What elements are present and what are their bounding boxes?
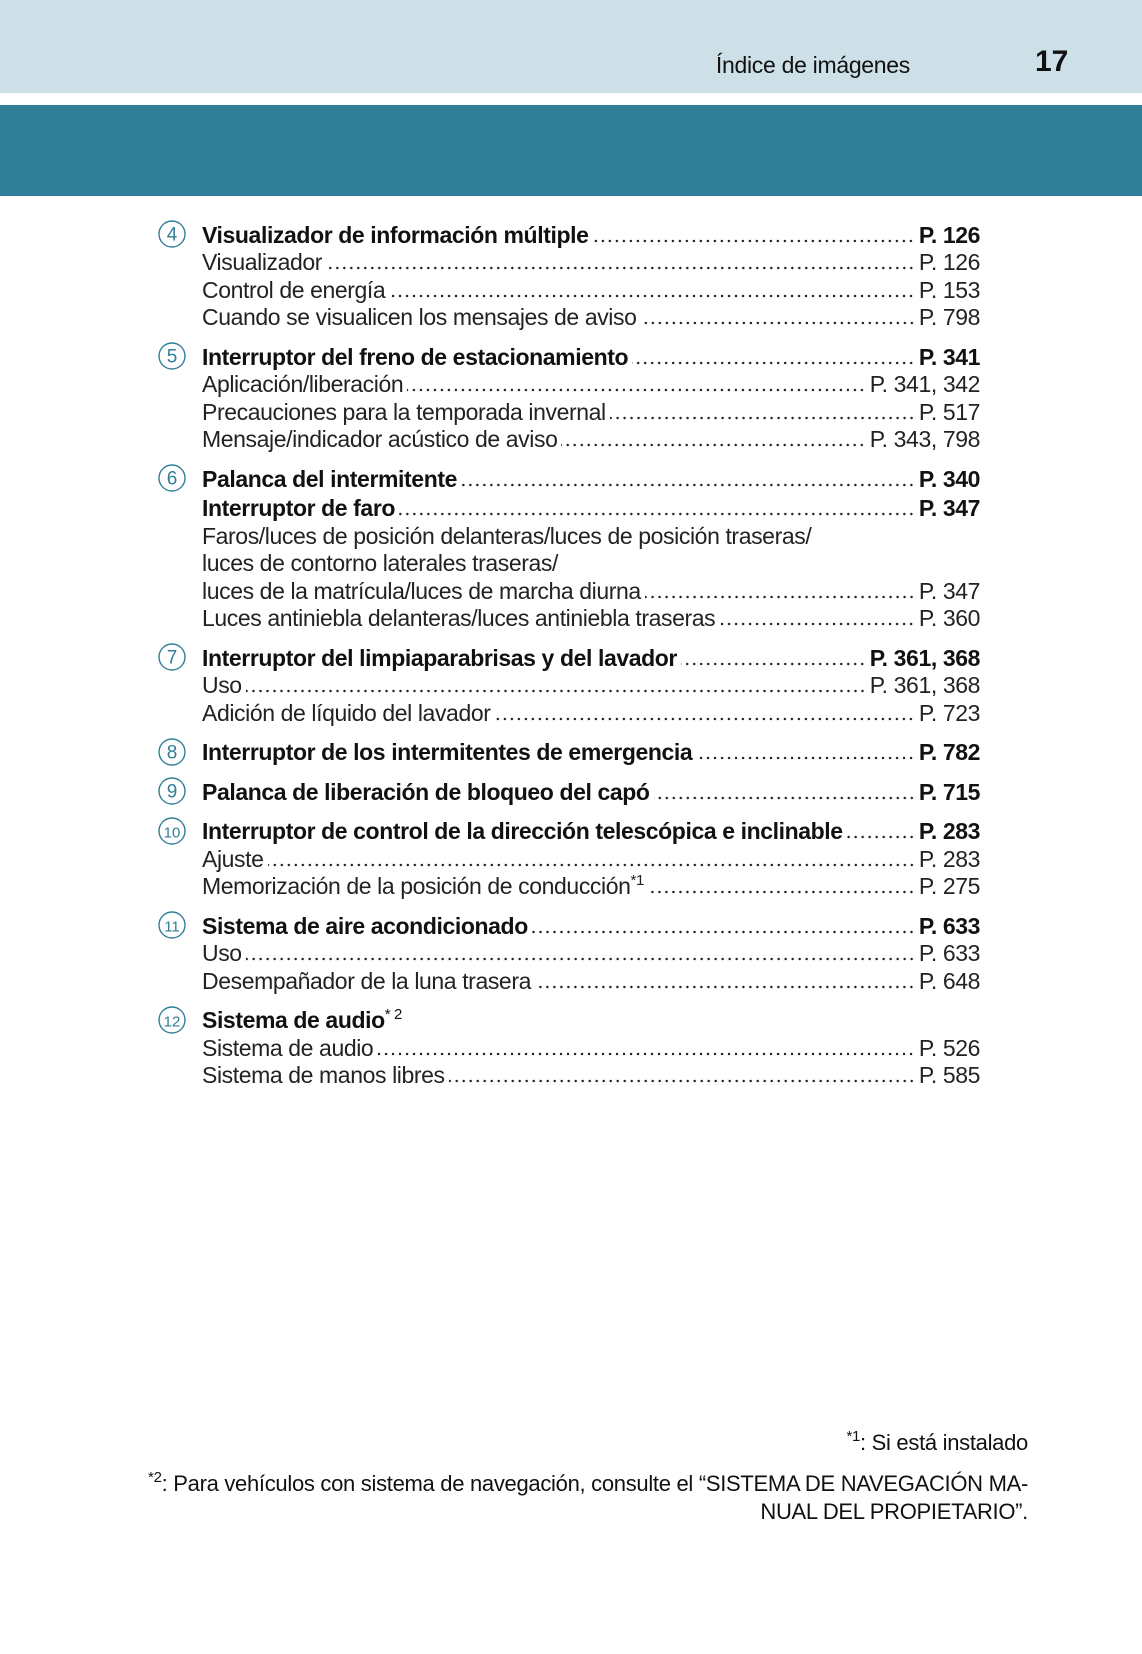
section-title: Índice de imágenes (715, 52, 910, 78)
page-ref[interactable]: P. 275 (918, 873, 980, 899)
entry-label: luces de la matrícula/luces de marcha diurna (202, 577, 641, 604)
page-ref[interactable]: P. 347 (918, 495, 980, 521)
svg-text:8: 8 (166, 742, 178, 763)
index-group (150, 642, 980, 727)
dot-leader (532, 929, 915, 935)
index-group (150, 219, 980, 331)
dot-leader (719, 621, 915, 627)
svg-text:5: 5 (166, 346, 178, 368)
entry-label: Luces antiniebla delanteras/luces antiniebla traseras (202, 605, 716, 631)
dot-leader (461, 482, 915, 488)
page-ref[interactable]: P. 526 (918, 1034, 980, 1061)
circled-number-icon (157, 219, 187, 249)
svg-text:4: 4 (166, 224, 178, 246)
entry-label: Sistema de manos libres (202, 1062, 445, 1088)
page-ref[interactable]: P. 153 (918, 276, 980, 303)
dot-leader (246, 688, 866, 694)
index-subentry[interactable] (202, 940, 980, 968)
dot-leader (681, 661, 866, 667)
entry-label: Mensaje/indicador acústico de aviso (202, 426, 558, 452)
page-ref[interactable]: P. 283 (918, 845, 980, 872)
image-index-list (150, 219, 980, 1099)
footnote-1 (846, 1428, 1028, 1456)
dot-leader (389, 293, 915, 299)
index-group (150, 341, 980, 453)
index-entry[interactable] (202, 910, 980, 940)
dot-leader (632, 360, 915, 366)
page-ref[interactable]: P. 126 (918, 249, 980, 275)
entry-label: Precauciones para la temporada invernal (202, 398, 606, 425)
index-entry[interactable] (202, 642, 980, 672)
dot-leader (268, 862, 915, 868)
index-entry[interactable] (202, 493, 980, 523)
circled-number-icon (157, 341, 187, 371)
footnote-2-cont: NUAL DEL PROPIETARIO”. (760, 1499, 1028, 1524)
index-subentry[interactable] (202, 845, 980, 873)
index-subentry (202, 550, 980, 578)
index-entry[interactable] (202, 219, 980, 249)
svg-text:12: 12 (163, 1013, 181, 1030)
index-subentry (202, 522, 980, 550)
page-ref[interactable]: P. 341 (918, 343, 980, 370)
entry-label: Palanca de liberación de bloqueo del capó (202, 778, 650, 805)
index-entry[interactable] (202, 463, 980, 493)
index-subentry[interactable] (202, 371, 980, 399)
entry-label: Aplicación/liberación (202, 371, 404, 397)
dot-leader (399, 511, 915, 517)
index-subentry[interactable] (202, 577, 980, 605)
page-ref[interactable]: P. 517 (918, 398, 980, 425)
index-group (150, 463, 980, 632)
dot-leader (610, 415, 915, 421)
entry-label: Memorización de la posición de conducción$^{*1}$ (202, 872, 644, 899)
index-subentry[interactable] (202, 873, 980, 901)
dot-leader (246, 956, 915, 962)
dot-leader (648, 889, 915, 895)
circled-number-icon (157, 642, 187, 672)
footnote-2 (148, 1469, 1028, 1497)
index-subentry[interactable] (202, 398, 980, 426)
footnote-mark: *1 (846, 1428, 861, 1445)
entry-label: Control de energía (202, 276, 386, 303)
entry-label: Palanca del intermitente (202, 465, 457, 492)
page-ref[interactable]: P. 361, 368 (869, 672, 980, 698)
dot-leader (377, 1051, 915, 1057)
circled-number-icon (157, 816, 187, 846)
entry-label: Uso (202, 940, 242, 966)
entry-label: Sistema de aire acondicionado (202, 912, 528, 939)
dot-leader (449, 1078, 915, 1084)
page-ref[interactable]: P. 782 (918, 739, 980, 765)
svg-text:11: 11 (164, 918, 180, 936)
dot-leader (561, 442, 865, 448)
index-subentry[interactable] (202, 276, 980, 304)
index-group (150, 776, 980, 806)
footnote-mark: *2 (148, 1469, 162, 1486)
footnote-text: : Para vehículos con sistema de navegación, consulte el “SISTEMA DE NAVEGACIÓN MA- (161, 1471, 1028, 1496)
entry-label: Interruptor de faro (202, 495, 396, 521)
circled-number-icon (157, 737, 187, 767)
entry-label: Uso (202, 672, 242, 698)
circled-number-icon (157, 1005, 187, 1035)
circled-number-icon (157, 776, 187, 806)
header-accent-band (0, 105, 1142, 196)
index-group (150, 816, 980, 901)
svg-text:7: 7 (166, 647, 178, 669)
index-entry[interactable] (202, 776, 980, 806)
index-subentry[interactable] (202, 605, 980, 633)
index-subentry[interactable] (202, 304, 980, 332)
svg-text:6: 6 (166, 468, 178, 490)
entry-label: Interruptor de los intermitentes de emergencia (202, 739, 693, 765)
circled-number-icon (157, 910, 187, 940)
header-bar (0, 0, 1142, 93)
svg-text:9: 9 (166, 781, 178, 803)
circled-number-icon (157, 463, 187, 493)
dot-leader (645, 594, 915, 600)
page-ref[interactable]: P. 715 (918, 778, 980, 805)
index-subentry[interactable] (202, 249, 980, 277)
page-ref[interactable]: P. 633 (918, 940, 980, 966)
index-subentry[interactable] (202, 426, 980, 454)
page-ref[interactable]: P. 360 (918, 605, 980, 631)
entry-label: Faros/luces de posición delanteras/luces de posición traseras/ (202, 522, 812, 549)
entry-label: Adición de líquido del lavador (202, 699, 491, 726)
page-ref[interactable]: P. 347 (918, 577, 980, 604)
entry-label: Visualizador de información múltiple (202, 221, 589, 248)
page-ref[interactable]: P. 343, 798 (869, 426, 980, 452)
footnote-ref: *1 (630, 872, 644, 889)
index-entry (202, 1005, 980, 1035)
index-subentry[interactable] (202, 967, 980, 995)
page-ref[interactable]: P. 340 (918, 465, 980, 492)
index-subentry[interactable] (202, 699, 980, 727)
page-ref[interactable]: P. 361, 368 (869, 644, 980, 671)
entry-label: Visualizador (202, 249, 323, 275)
footnote-text: : Si está instalado (860, 1430, 1028, 1455)
page-ref[interactable]: P. 585 (918, 1062, 980, 1088)
index-entry[interactable] (202, 816, 980, 846)
page-ref[interactable]: P. 798 (918, 304, 980, 330)
page-ref[interactable]: P. 126 (918, 221, 980, 248)
page-ref[interactable]: P. 648 (918, 967, 980, 994)
footnote-ref: * 2 (384, 1006, 402, 1023)
page-ref[interactable]: P. 723 (918, 699, 980, 726)
dot-leader (494, 716, 914, 722)
entry-label: Interruptor del limpiaparabrisas y del lavador (202, 644, 677, 671)
page-ref[interactable]: P. 341, 342 (869, 371, 980, 397)
dot-leader (847, 834, 915, 840)
page-ref[interactable]: P. 283 (918, 818, 980, 844)
dot-leader (696, 755, 915, 761)
index-group (150, 737, 980, 767)
dot-leader (592, 238, 914, 244)
dot-leader (654, 795, 915, 801)
index-entry[interactable] (202, 737, 980, 767)
index-subentry[interactable] (202, 1034, 980, 1062)
entry-label: Cuando se visualicen los mensajes de aviso (202, 304, 637, 330)
dot-leader (535, 984, 915, 990)
index-entry[interactable] (202, 341, 980, 371)
entry-label: Interruptor del freno de estacionamiento (202, 343, 629, 370)
index-group (150, 1005, 980, 1090)
page-number: 17 (1035, 45, 1069, 78)
entry-label: Sistema de audio (202, 1034, 374, 1061)
dot-leader (641, 320, 915, 326)
index-subentry[interactable] (202, 1062, 980, 1090)
index-group (150, 910, 980, 995)
entry-label: Desempañador de la luna trasera (202, 967, 531, 994)
dot-leader (326, 265, 915, 271)
entry-label: Ajuste (202, 845, 264, 872)
dot-leader (407, 387, 865, 393)
svg-text:10: 10 (163, 824, 181, 841)
entry-label: Sistema de audio$^{* 2}$ (202, 1006, 402, 1033)
entry-label: luces de contorno laterales traseras/ (202, 550, 558, 576)
index-subentry[interactable] (202, 672, 980, 700)
entry-label: Interruptor de control de la dirección telescópica e inclinable (202, 818, 843, 844)
page-ref[interactable]: P. 633 (918, 912, 980, 939)
